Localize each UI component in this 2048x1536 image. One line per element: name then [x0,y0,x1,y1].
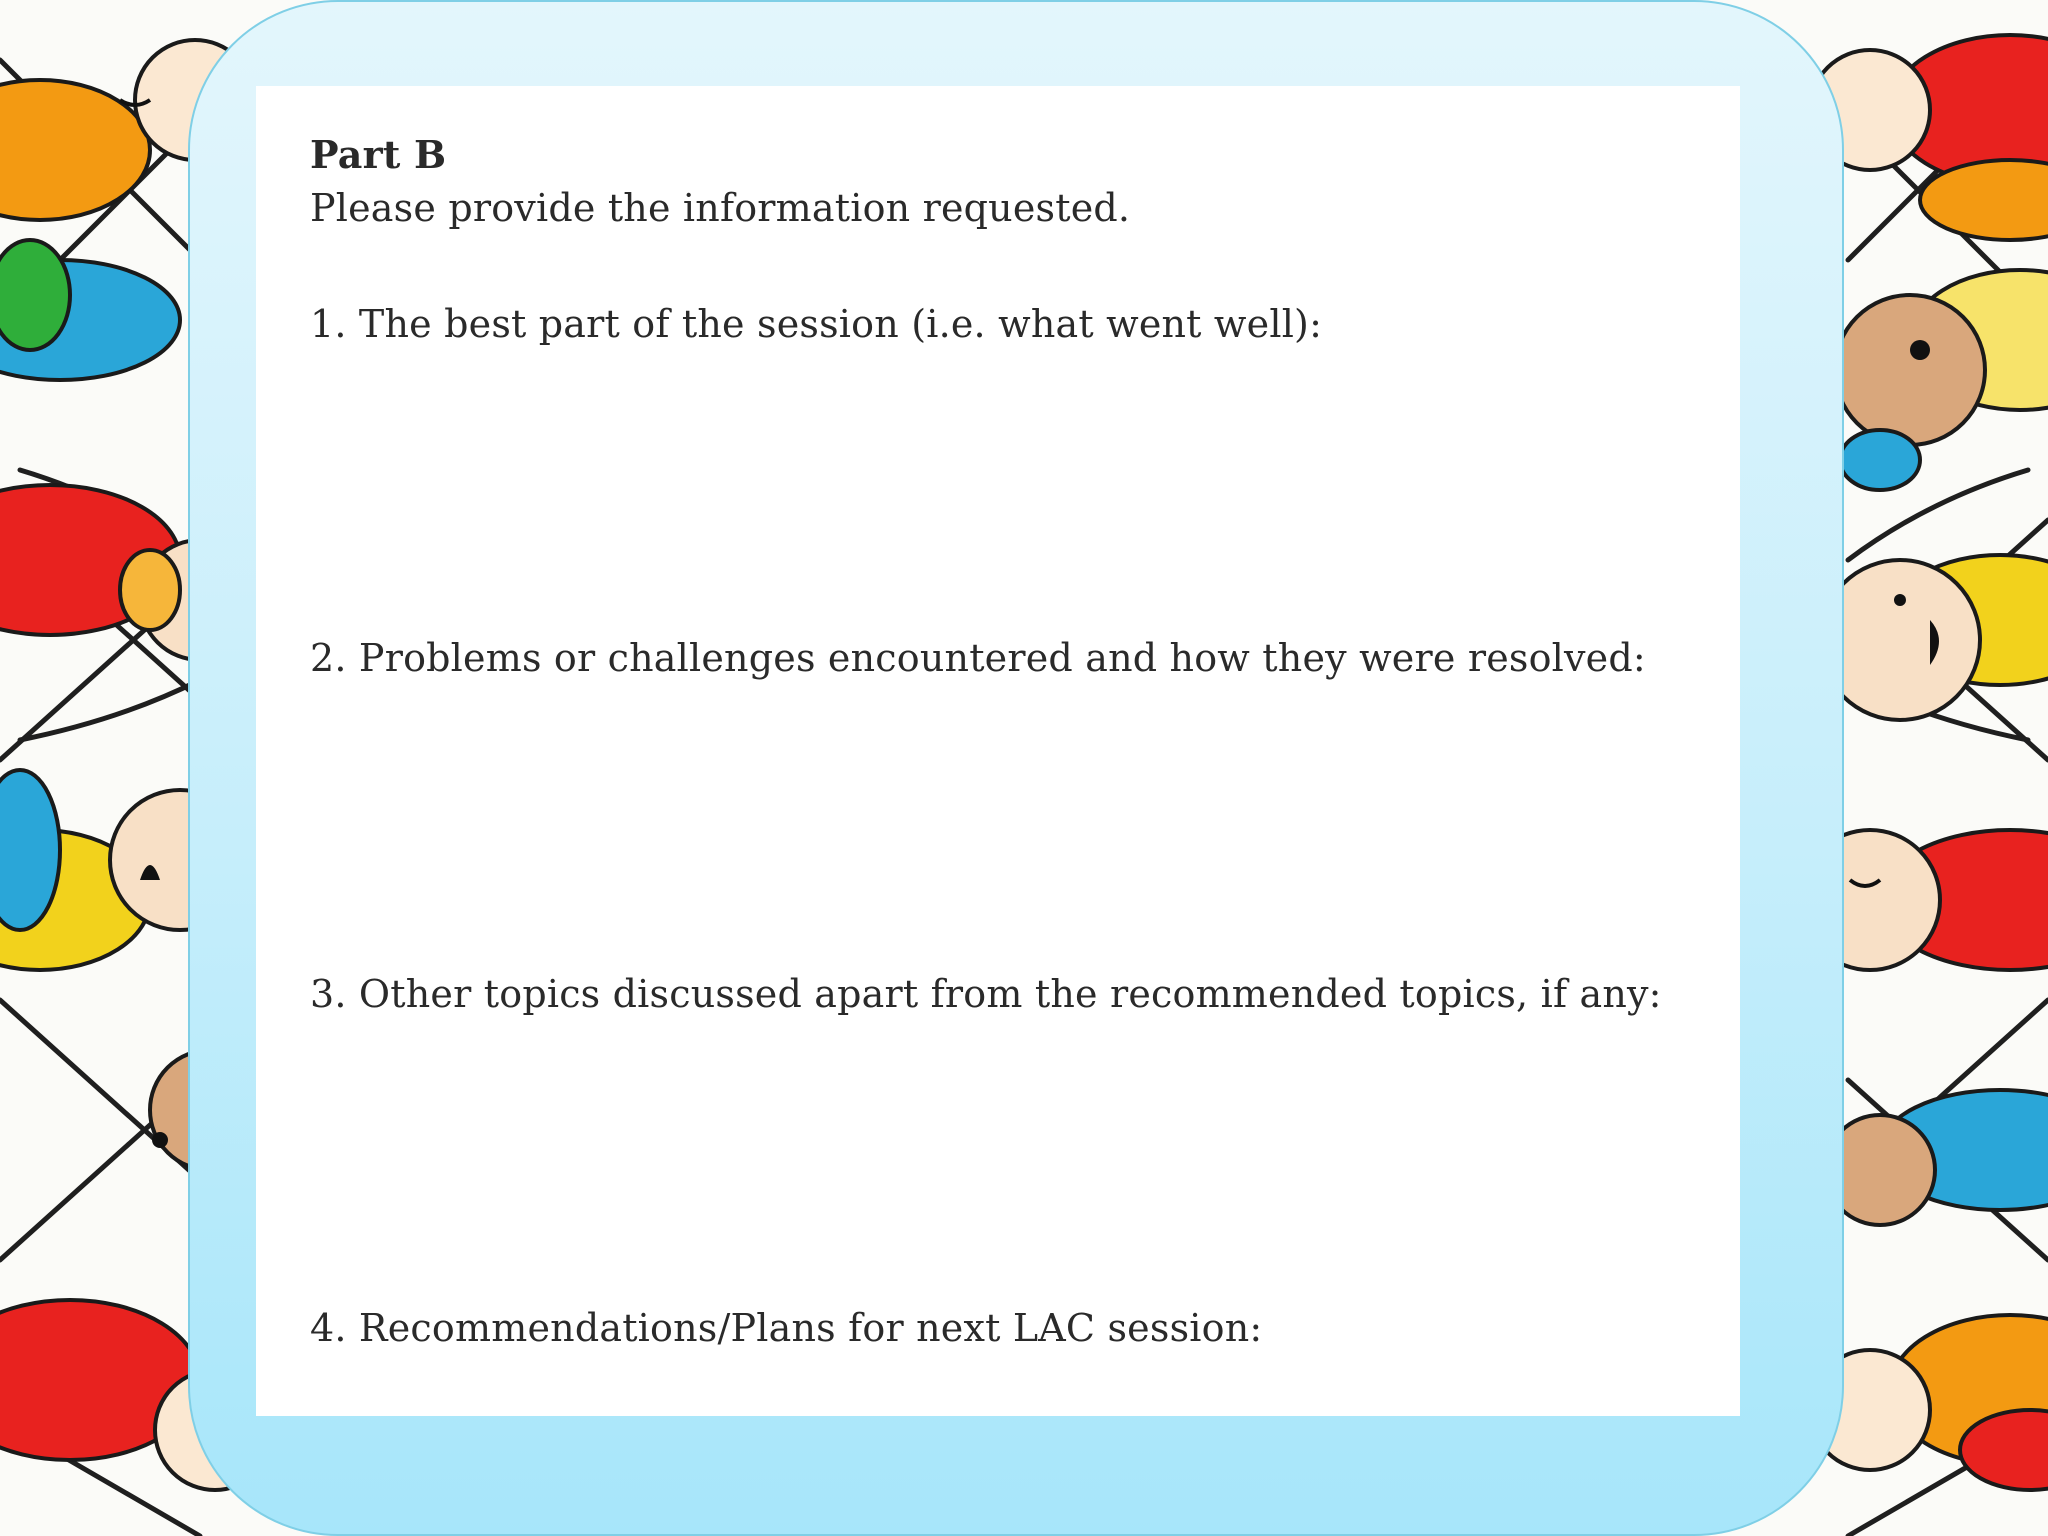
instruction-text: Please provide the information requested. [310,186,1131,230]
question-1: 1. The best part of the session (i.e. what went well): [310,302,1323,346]
question-4: 4. Recommendations/Plans for next LAC session: [310,1306,1263,1350]
part-title: Part B [310,132,447,177]
question-2: 2. Problems or challenges encountered and how they were resolved: [310,636,1646,680]
document-page [256,86,1740,1416]
question-3: 3. Other topics discussed apart from the recommended topics, if any: [310,972,1662,1016]
